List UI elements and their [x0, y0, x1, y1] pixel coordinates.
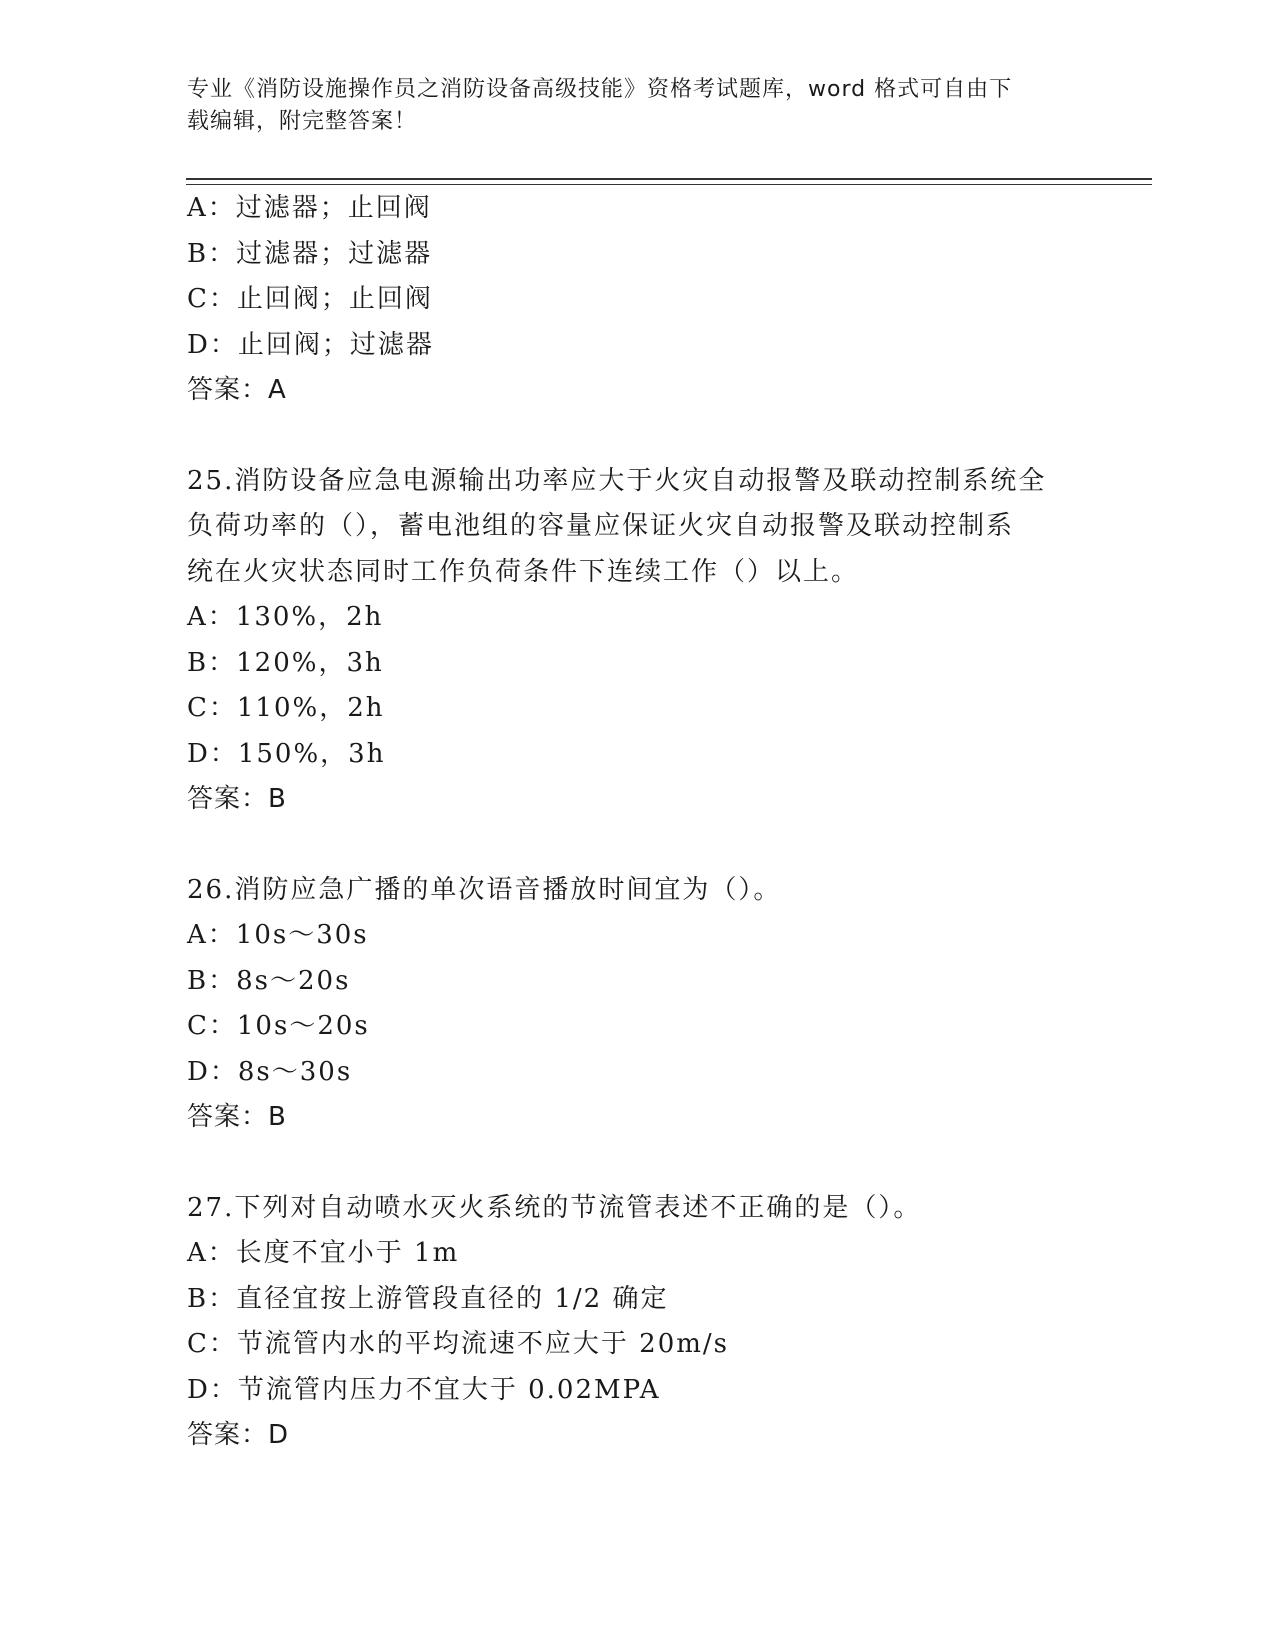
question-stem-line-2: 负荷功率的（），蓄电池组的容量应保证火灾自动报警及联动控制系 — [187, 511, 1015, 541]
option-a: A：长度不宜小于 1m — [187, 1238, 460, 1268]
option-b: B：8s～20s — [187, 965, 351, 996]
question-list — [187, 186, 1087, 1459]
header-line-2: 载编辑，附完整答案！ — [187, 109, 418, 134]
option-d: D：止回阀；过滤器 — [187, 329, 434, 360]
spacer — [187, 823, 1087, 868]
option-a: A：10s～30s — [187, 920, 369, 950]
answer-line: 答案：B — [187, 784, 287, 814]
answer-line: 答案：A — [187, 375, 287, 405]
option-a: A：130%，2h — [187, 602, 384, 632]
option-d: D：150%，3h — [187, 738, 386, 769]
spacer — [187, 414, 1087, 459]
question-stem: 26.消防应急广播的单次语音播放时间宜为（）。 — [187, 874, 782, 905]
question-25 — [187, 459, 1087, 823]
option-b: B：过滤器；过滤器 — [187, 238, 433, 269]
header-rule-thin — [186, 184, 1152, 185]
document-header — [187, 74, 1067, 138]
option-a: A：过滤器；止回阀 — [187, 193, 432, 223]
question-stem-line-1: 25.消防设备应急电源输出功率应大于火灾自动报警及联动控制系统全 — [187, 465, 1047, 496]
option-b: B：直径宜按上游管段直径的 1/2 确定 — [187, 1283, 669, 1314]
question-27 — [187, 1186, 1087, 1459]
header-rule-thick — [186, 178, 1152, 180]
spacer — [187, 1141, 1087, 1186]
question-stem-line-3: 统在火灾状态同时工作负荷条件下连续工作（）以上。 — [187, 556, 860, 587]
answer-line: 答案：D — [187, 1420, 290, 1450]
question-24 — [187, 186, 1087, 414]
header-line-1: 专业《消防设施操作员之消防设备高级技能》资格考试题库，word 格式可自由下 — [187, 77, 1013, 102]
answer-line: 答案：B — [187, 1102, 287, 1132]
option-c: C：10s～20s — [187, 1011, 370, 1041]
option-c: C：110%，2h — [187, 693, 385, 723]
option-c: C：止回阀；止回阀 — [187, 284, 433, 314]
option-b: B：120%，3h — [187, 647, 384, 678]
option-d: D：8s～30s — [187, 1056, 353, 1087]
question-stem: 27.下列对自动喷水灭火系统的节流管表述不正确的是（）。 — [187, 1192, 922, 1223]
option-d: D：节流管内压力不宜大于 0.02MPA — [187, 1374, 661, 1405]
option-c: C：节流管内水的平均流速不应大于 20m/s — [187, 1329, 729, 1359]
question-26 — [187, 868, 1087, 1141]
